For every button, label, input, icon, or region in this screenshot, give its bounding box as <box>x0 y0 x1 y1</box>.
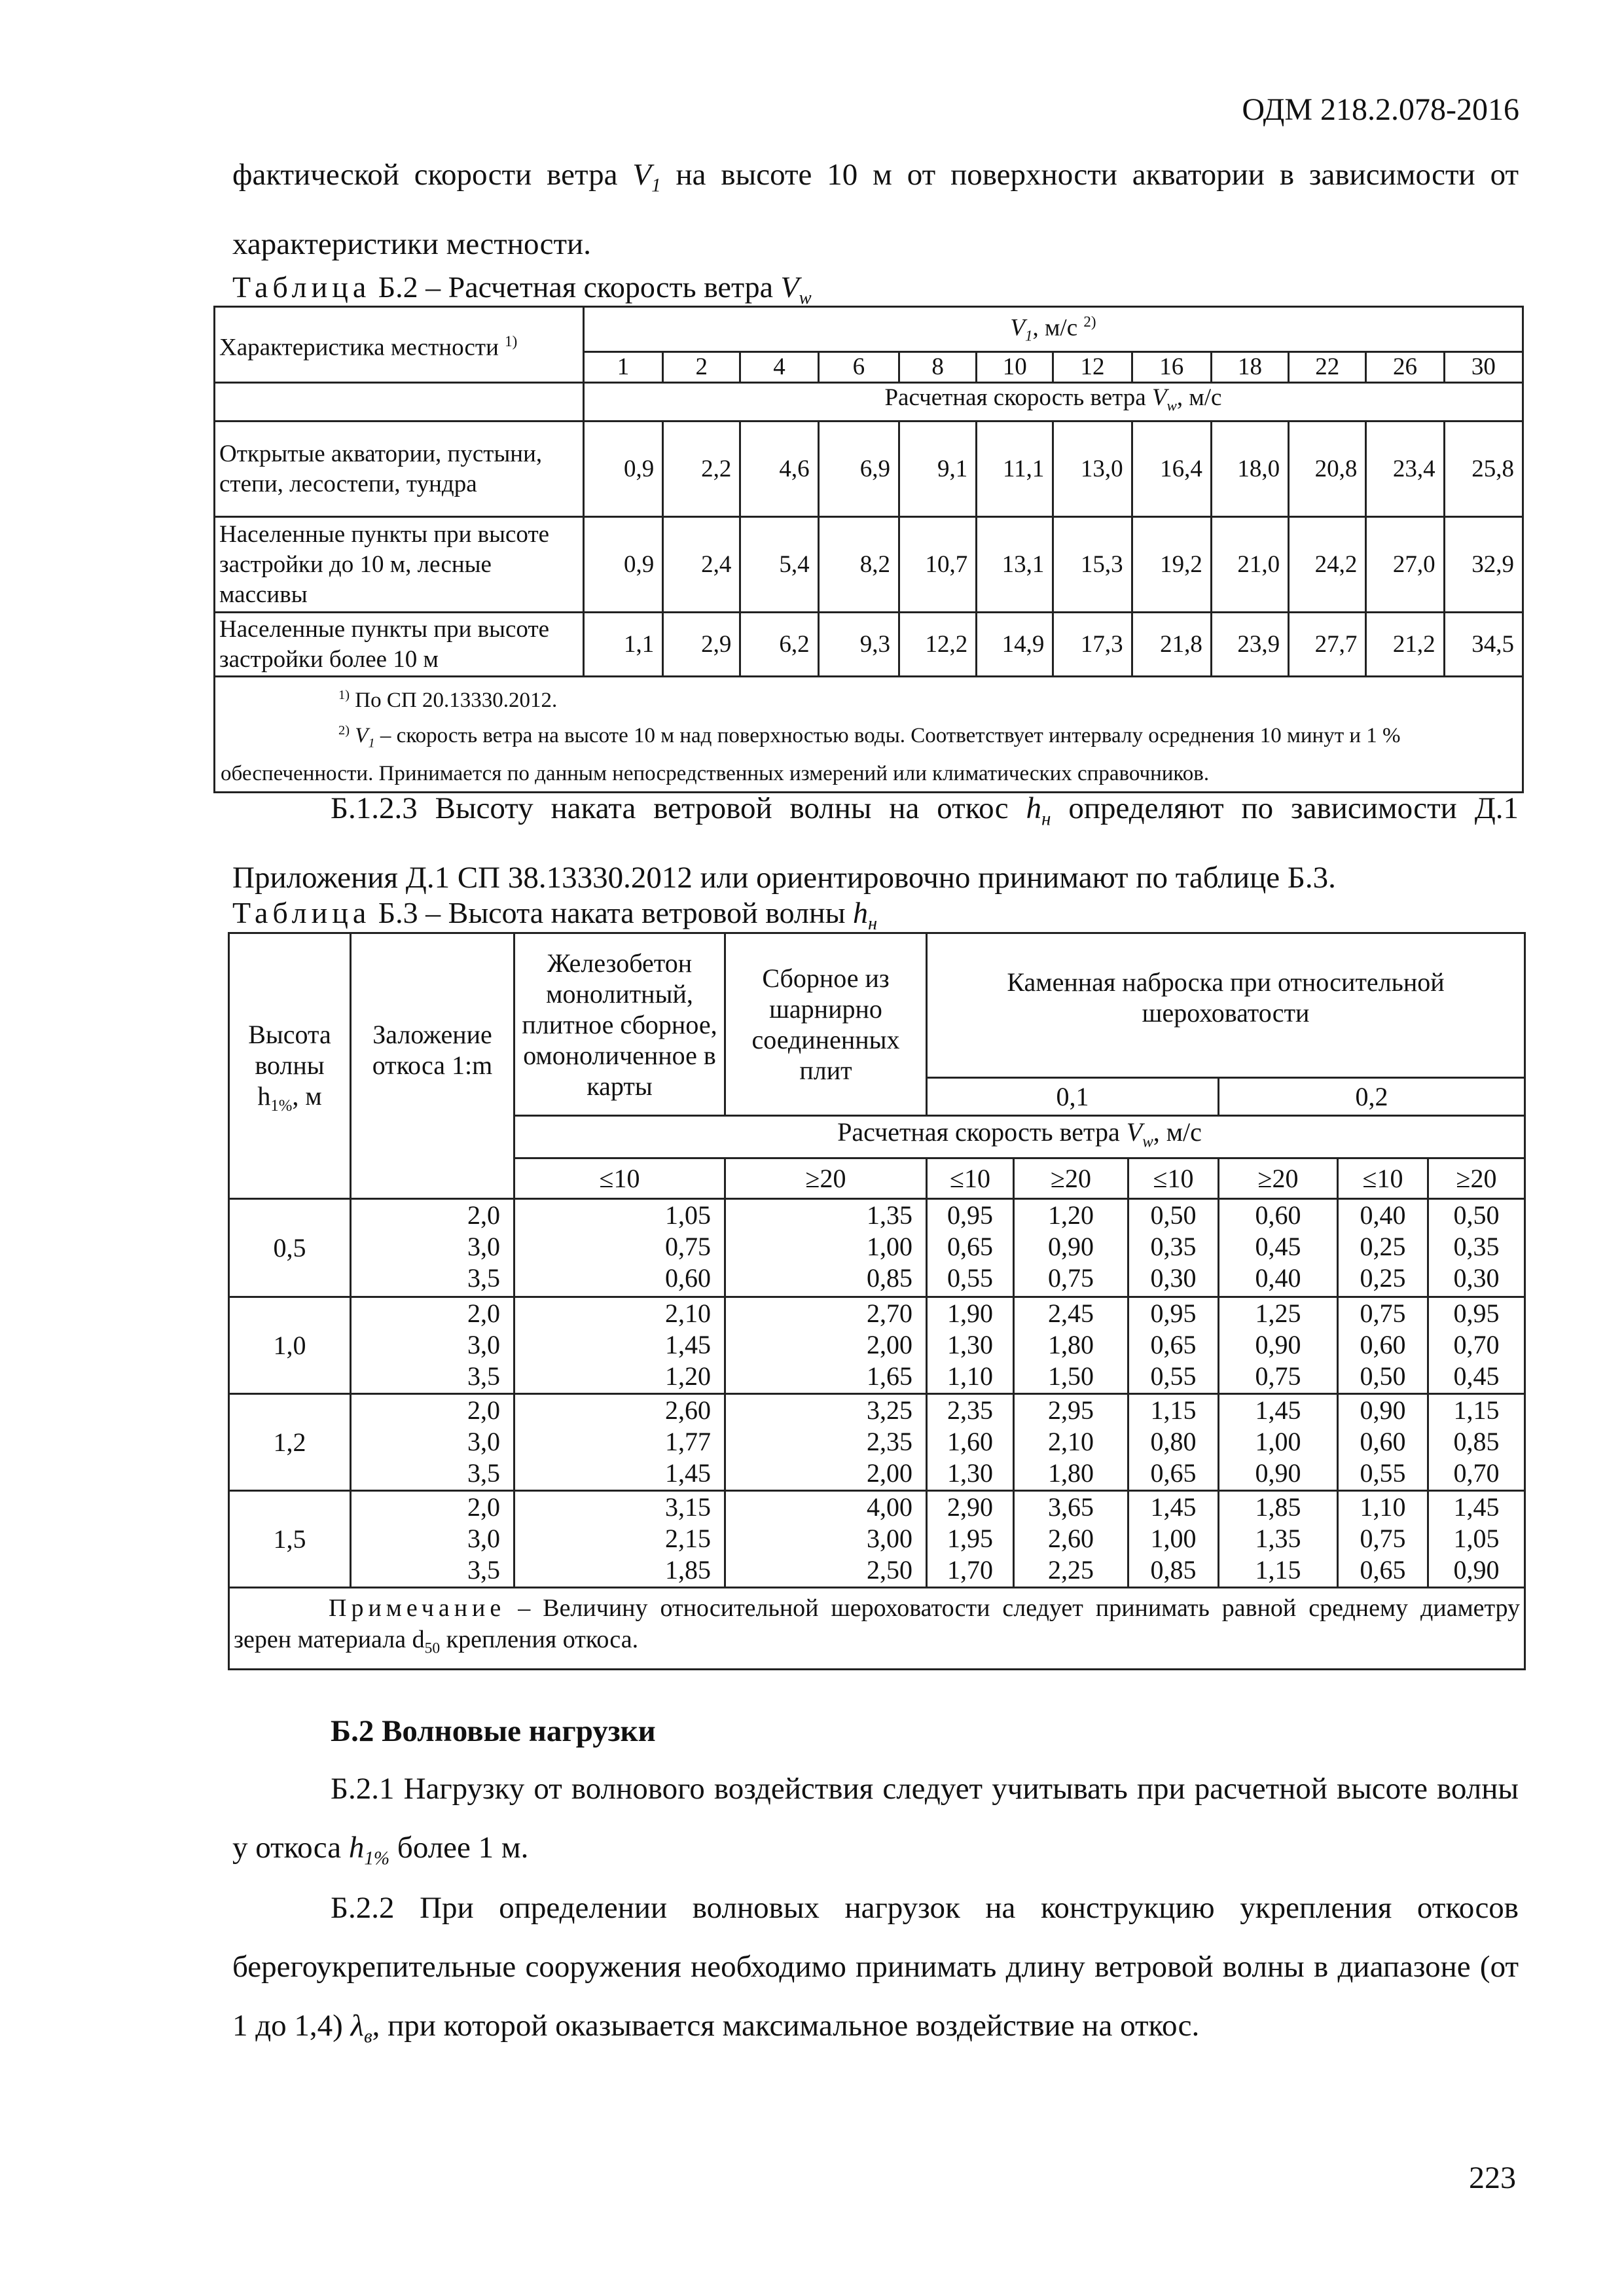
speed-cell: 1 <box>583 351 662 382</box>
value-group <box>514 1199 725 1297</box>
value: 0,25 <box>1360 1232 1406 1261</box>
value: 0,45 <box>1453 1361 1500 1391</box>
terrain-label: Населенные пункты при высоте застройки более 10 м <box>215 613 584 677</box>
value: 0,75 <box>1360 1299 1406 1328</box>
value: 2,25 <box>1048 1555 1094 1585</box>
value-group <box>1014 1394 1128 1491</box>
value: 2,00 <box>867 1458 912 1488</box>
terrain-label: Населенные пункты при высоте застройки до 10 м, лесные массивы <box>215 517 584 613</box>
speed-cell: 2 <box>663 351 740 382</box>
value-cell: 21,0 <box>1211 517 1288 613</box>
speed-unit: , м/с <box>1153 1117 1202 1147</box>
value-group <box>725 1199 927 1297</box>
value: 0,40 <box>1360 1200 1406 1230</box>
table-b2-caption-sub: w <box>799 288 812 309</box>
slope-values <box>351 1297 514 1394</box>
note-2-text: – скорость ветра на высоте 10 м над поверхностью воды. Соответствует интервалу осреднения 10 минут и 1 % обеспеченности. Принимается по данным непосредственных измерений или климатических справочников. <box>221 724 1401 785</box>
speed-col: ≤10 <box>1338 1158 1428 1199</box>
value: 3,25 <box>867 1395 912 1425</box>
value-cell: 1,1 <box>583 613 662 677</box>
value-cell: 9,1 <box>899 422 976 517</box>
value: 0,90 <box>1048 1232 1094 1261</box>
speed-col: ≥20 <box>725 1158 927 1199</box>
table-b3 <box>228 932 1526 1670</box>
value: 0,70 <box>1453 1458 1500 1488</box>
b123-sub: н <box>1041 808 1051 830</box>
value-group <box>1014 1491 1128 1588</box>
value-cell: 34,5 <box>1444 613 1523 677</box>
value: 1,45 <box>665 1458 711 1488</box>
value-cell: 15,3 <box>1053 517 1132 613</box>
table-b3-caption-label: Таблица <box>232 896 371 929</box>
table-row <box>215 422 1523 517</box>
value: 4,00 <box>867 1492 912 1522</box>
table-b2-caption-var: V <box>780 270 799 304</box>
b123-text-2: определяют по зависимости Д.1 Приложения Д.1 СП 38.13330.2012 или ориентировочно принимают по таблице Б.3. <box>232 791 1519 895</box>
value: 3,15 <box>665 1492 711 1522</box>
slope-value: 3,0 <box>467 1427 500 1456</box>
value-cell: 9,3 <box>818 613 899 677</box>
value-cell: 19,2 <box>1132 517 1211 613</box>
value: 0,60 <box>1255 1200 1301 1230</box>
col-wave-var: h <box>257 1081 271 1111</box>
value: 2,10 <box>665 1299 711 1328</box>
value-group <box>725 1297 927 1394</box>
slope-value: 3,0 <box>467 1330 500 1359</box>
value: 2,35 <box>867 1427 912 1456</box>
value: 0,70 <box>1453 1330 1500 1359</box>
section-b2-heading: Б.2 Волновые нагрузки <box>331 1714 656 1748</box>
value: 1,20 <box>1048 1200 1094 1230</box>
table-b3-caption-var: h <box>852 896 868 929</box>
value: 1,95 <box>947 1524 993 1553</box>
value: 0,50 <box>1453 1200 1500 1230</box>
value: 0,95 <box>947 1200 993 1230</box>
value: 0,55 <box>1360 1458 1406 1488</box>
table-row <box>229 1297 1525 1394</box>
value-cell: 2,9 <box>663 613 740 677</box>
note-1-text: По СП 20.13330.2012. <box>350 689 558 713</box>
value: 2,00 <box>867 1330 912 1359</box>
value: 0,60 <box>665 1263 711 1293</box>
speed-col: ≥20 <box>1219 1158 1338 1199</box>
b21-text-2: более 1 м. <box>389 1831 529 1865</box>
value: 2,50 <box>867 1555 912 1585</box>
note-sub: 50 <box>424 1640 441 1657</box>
speed-cell: 18 <box>1211 351 1288 382</box>
value-group <box>1128 1491 1219 1588</box>
b21-var: h <box>348 1831 365 1865</box>
paragraph-b22 <box>232 1878 1519 2066</box>
value: 0,55 <box>947 1263 993 1293</box>
subheader-unit: , м/с <box>1176 384 1222 411</box>
value-cell: 20,8 <box>1289 422 1366 517</box>
value-group <box>1338 1394 1428 1491</box>
slope-value: 2,0 <box>467 1395 500 1425</box>
slope-value: 3,5 <box>467 1263 500 1293</box>
slope-values <box>351 1394 514 1491</box>
value-group <box>1428 1491 1525 1588</box>
value-group <box>1338 1199 1428 1297</box>
value: 2,35 <box>947 1395 993 1425</box>
value: 0,90 <box>1360 1395 1406 1425</box>
value-group <box>1219 1394 1338 1491</box>
value: 0,85 <box>1453 1427 1500 1456</box>
value: 0,65 <box>1360 1555 1406 1585</box>
table-b2-caption-text: Б.2 – Расчетная скорость ветра <box>370 270 781 304</box>
value-cell: 27,7 <box>1289 613 1366 677</box>
value: 1,35 <box>1255 1524 1301 1553</box>
value: 0,90 <box>1255 1458 1301 1488</box>
value: 2,90 <box>947 1492 993 1522</box>
value-cell: 6,9 <box>818 422 899 517</box>
note-2-sup: 2) <box>338 723 350 738</box>
value: 1,00 <box>1150 1524 1197 1553</box>
value: 0,60 <box>1360 1330 1406 1359</box>
value: 1,45 <box>1453 1492 1500 1522</box>
table-row <box>215 517 1523 613</box>
value: 1,45 <box>665 1330 711 1359</box>
value: 0,85 <box>1150 1555 1197 1585</box>
b123-text-1: Б.1.2.3 Высоту наката ветровой волны на откос <box>331 791 1026 825</box>
value: 1,77 <box>665 1427 711 1456</box>
table-b2-caption <box>232 270 812 309</box>
value: 1,30 <box>947 1330 993 1359</box>
speed-col: ≥20 <box>1014 1158 1128 1199</box>
speed-text: Расчетная скорость ветра <box>837 1117 1127 1147</box>
wave-height: 1,5 <box>229 1491 351 1588</box>
document-code: ОДМ 218.2.078-2016 <box>1242 92 1519 127</box>
table-b2-caption-label: Таблица <box>232 270 371 304</box>
value: 1,30 <box>947 1458 993 1488</box>
value-group <box>1014 1199 1128 1297</box>
value-cell: 18,0 <box>1211 422 1288 517</box>
value: 1,50 <box>1048 1361 1094 1391</box>
slope-values <box>351 1491 514 1588</box>
b22-var: λ <box>350 2009 364 2043</box>
value-group <box>1128 1199 1219 1297</box>
value: 0,90 <box>1453 1555 1500 1585</box>
value: 0,45 <box>1255 1232 1301 1261</box>
value: 1,35 <box>867 1200 912 1230</box>
value-cell: 13,1 <box>977 517 1053 613</box>
value: 1,65 <box>867 1361 912 1391</box>
value-cell: 23,4 <box>1366 422 1444 517</box>
value-cell: 11,1 <box>977 422 1053 517</box>
paragraph-b21 <box>232 1759 1519 1888</box>
value: 3,00 <box>867 1524 912 1553</box>
value-cell: 12,2 <box>899 613 976 677</box>
value-group <box>1219 1491 1338 1588</box>
intro-text-2: на высоте 10 м от поверхности акватории в зависимости от характеристики местности. <box>232 158 1519 262</box>
value-group <box>725 1394 927 1491</box>
value: 1,85 <box>665 1555 711 1585</box>
value: 1,45 <box>1255 1395 1301 1425</box>
b21-sub: 1% <box>364 1848 390 1869</box>
subheader-var: V <box>1151 384 1167 411</box>
value-cell: 4,6 <box>740 422 818 517</box>
slope-value: 3,5 <box>467 1458 500 1488</box>
note-1 <box>221 680 1517 715</box>
slope-value: 3,0 <box>467 1524 500 1553</box>
speed-cell: 4 <box>740 351 818 382</box>
wave-height: 1,0 <box>229 1297 351 1394</box>
table-b3-caption <box>232 895 877 935</box>
col-rock-fill: Каменная наброска при относительной шероховатости <box>927 933 1525 1078</box>
value-group <box>1428 1297 1525 1394</box>
page-number: 223 <box>1469 2161 1516 2195</box>
intro-var: V <box>632 158 652 192</box>
speed-cell: 8 <box>899 351 976 382</box>
speed-cell: 30 <box>1444 351 1523 382</box>
value-cell: 32,9 <box>1444 517 1523 613</box>
value: 0,85 <box>867 1263 912 1293</box>
value-cell: 10,7 <box>899 517 976 613</box>
value: 0,90 <box>1255 1330 1301 1359</box>
value: 1,10 <box>947 1361 993 1391</box>
table-row <box>215 613 1523 677</box>
empty-cell <box>215 382 584 421</box>
value: 0,25 <box>1360 1263 1406 1293</box>
value: 1,60 <box>947 1427 993 1456</box>
value-group <box>927 1199 1014 1297</box>
value: 2,70 <box>867 1299 912 1328</box>
b123-var: h <box>1026 791 1042 825</box>
value: 1,70 <box>947 1555 993 1585</box>
value-group <box>514 1491 725 1588</box>
value-cell: 17,3 <box>1053 613 1132 677</box>
value: 1,05 <box>665 1200 711 1230</box>
value: 1,20 <box>665 1361 711 1391</box>
value: 2,45 <box>1048 1299 1094 1328</box>
table-b2-subheader <box>583 382 1523 421</box>
value: 0,50 <box>1360 1361 1406 1391</box>
value: 0,65 <box>947 1232 993 1261</box>
value: 1,15 <box>1150 1395 1197 1425</box>
roughness-0-2: 0,2 <box>1219 1078 1525 1116</box>
value-cell: 0,9 <box>583 422 662 517</box>
slope-value: 3,0 <box>467 1232 500 1261</box>
v1-unit: , м/с <box>1032 314 1078 342</box>
v1-sub: 1 <box>1025 327 1033 344</box>
slope-value: 2,0 <box>467 1200 500 1230</box>
table-b2-notes <box>215 677 1523 793</box>
value: 0,35 <box>1453 1232 1500 1261</box>
value: 0,55 <box>1150 1361 1197 1391</box>
value-group <box>1428 1394 1525 1491</box>
value: 0,95 <box>1150 1299 1197 1328</box>
value: 1,80 <box>1048 1458 1094 1488</box>
value-group <box>1338 1491 1428 1588</box>
value: 1,10 <box>1360 1492 1406 1522</box>
value-group <box>927 1394 1014 1491</box>
value-cell: 23,9 <box>1211 613 1288 677</box>
value: 0,30 <box>1453 1263 1500 1293</box>
b22-text-1: Б.2.2 При определении волновых нагрузок на конструкцию укрепления откосов берегоукрепительные сооружения необходимо принимать длину ветровой волны в диапазоне (от 1 до 1,4) <box>232 1891 1519 2043</box>
value: 0,65 <box>1150 1458 1197 1488</box>
value-group <box>1338 1297 1428 1394</box>
table-b3-caption-sub: н <box>867 914 878 935</box>
value-group <box>1128 1394 1219 1491</box>
b22-sub: в <box>363 2026 372 2047</box>
slope-value: 3,5 <box>467 1361 500 1391</box>
subheader-sub: w <box>1166 397 1177 414</box>
value: 0,75 <box>1048 1263 1094 1293</box>
value-cell: 27,0 <box>1366 517 1444 613</box>
intro-paragraph <box>232 145 1519 274</box>
value: 1,80 <box>1048 1330 1094 1359</box>
value: 0,40 <box>1255 1263 1301 1293</box>
value: 0,95 <box>1453 1299 1500 1328</box>
intro-text-1: фактической скорости ветра <box>232 158 633 192</box>
value-cell: 5,4 <box>740 517 818 613</box>
value-cell: 21,2 <box>1366 613 1444 677</box>
table-b2 <box>213 306 1524 793</box>
col-wave-height <box>229 933 351 1199</box>
value-group <box>514 1297 725 1394</box>
value-cell: 2,4 <box>663 517 740 613</box>
value-cell: 6,2 <box>740 613 818 677</box>
value: 1,15 <box>1255 1555 1301 1585</box>
value-group <box>725 1491 927 1588</box>
value-group <box>1219 1297 1338 1394</box>
table-b3-note <box>229 1588 1525 1670</box>
v1-var: V <box>1010 314 1026 342</box>
value-group <box>1219 1199 1338 1297</box>
value-cell: 24,2 <box>1289 517 1366 613</box>
wave-height: 0,5 <box>229 1199 351 1297</box>
value-group <box>1128 1297 1219 1394</box>
speed-cell: 16 <box>1132 351 1211 382</box>
value: 0,50 <box>1150 1200 1197 1230</box>
col-prefab-plates: Сборное из шарнирно соединенных плит <box>725 933 927 1116</box>
terrain-label: Открытые акватории, пустыни, степи, лесостепи, тундра <box>215 422 584 517</box>
subheader-text: Расчетная скорость ветра <box>884 384 1152 411</box>
row-header-label: Характеристика местности <box>219 334 499 361</box>
table-b2-v1-header <box>583 307 1523 352</box>
value: 1,25 <box>1255 1299 1301 1328</box>
value: 2,60 <box>665 1395 711 1425</box>
note-label: Примечание <box>329 1594 506 1622</box>
value-cell: 8,2 <box>818 517 899 613</box>
value: 1,00 <box>1255 1427 1301 1456</box>
note-2-sub: 1 <box>368 736 375 751</box>
speed-col: ≤10 <box>514 1158 725 1199</box>
speed-col: ≥20 <box>1428 1158 1525 1199</box>
col-wave-sub: 1% <box>270 1097 293 1115</box>
wave-height: 1,2 <box>229 1394 351 1491</box>
value: 1,85 <box>1255 1492 1301 1522</box>
table-b3-caption-text: Б.3 – Высота наката ветровой волны <box>370 896 853 929</box>
value: 2,15 <box>665 1524 711 1553</box>
speed-cell: 26 <box>1366 351 1444 382</box>
speed-cell: 6 <box>818 351 899 382</box>
value: 0,80 <box>1150 1427 1197 1456</box>
table-row <box>229 1394 1525 1491</box>
slope-values <box>351 1199 514 1297</box>
b21-text-1: Б.2.1 Нагрузку от волнового воздействия следует учитывать при расчетной высоте волны у откоса <box>232 1772 1519 1865</box>
value-cell: 14,9 <box>977 613 1053 677</box>
col-wave-label: Высота волны <box>248 1020 331 1080</box>
value: 0,75 <box>1255 1361 1301 1391</box>
note-2-var: V <box>355 724 369 748</box>
value: 3,65 <box>1048 1492 1094 1522</box>
note-1-sup: 1) <box>338 688 350 703</box>
value: 2,95 <box>1048 1395 1094 1425</box>
value-group <box>514 1394 725 1491</box>
row-header-footnote: 1) <box>505 332 518 350</box>
value-group <box>927 1297 1014 1394</box>
speed-cell: 12 <box>1053 351 1132 382</box>
roughness-0-1: 0,1 <box>927 1078 1219 1116</box>
note-text: – Величину относительной шероховатости следует принимать равной среднему диаметру зерен материала d <box>234 1594 1521 1653</box>
value: 0,65 <box>1150 1330 1197 1359</box>
note-2 <box>221 715 1517 789</box>
value: 1,05 <box>1453 1524 1500 1553</box>
value: 0,75 <box>665 1232 711 1261</box>
speed-sub: w <box>1142 1133 1153 1151</box>
table-b2-row-header <box>215 307 584 383</box>
speed-subheader <box>514 1116 1525 1158</box>
value-group <box>1428 1199 1525 1297</box>
paragraph-b123 <box>232 779 1519 907</box>
speed-col: ≤10 <box>1128 1158 1219 1199</box>
value-cell: 2,2 <box>663 422 740 517</box>
speed-var: V <box>1126 1117 1143 1147</box>
value-cell: 16,4 <box>1132 422 1211 517</box>
value: 1,15 <box>1453 1395 1500 1425</box>
value-cell: 0,9 <box>583 517 662 613</box>
value-group <box>927 1491 1014 1588</box>
value: 0,60 <box>1360 1427 1406 1456</box>
v1-footnote: 2) <box>1083 314 1096 330</box>
b22-text-2: , при которой оказывается максимальное воздействие на откос. <box>372 2009 1200 2043</box>
value: 0,35 <box>1150 1232 1197 1261</box>
value: 0,30 <box>1150 1263 1197 1293</box>
value-group <box>1014 1297 1128 1394</box>
table-row <box>229 1199 1525 1297</box>
value-cell: 13,0 <box>1053 422 1132 517</box>
slope-value: 3,5 <box>467 1555 500 1585</box>
value-cell: 25,8 <box>1444 422 1523 517</box>
intro-var-sub: 1 <box>651 175 661 196</box>
value: 1,00 <box>867 1232 912 1261</box>
slope-value: 2,0 <box>467 1299 500 1328</box>
value: 0,75 <box>1360 1524 1406 1553</box>
slope-value: 2,0 <box>467 1492 500 1522</box>
note-tail: крепления откоса. <box>440 1626 639 1653</box>
value-cell: 21,8 <box>1132 613 1211 677</box>
value: 1,90 <box>947 1299 993 1328</box>
value: 2,10 <box>1048 1427 1094 1456</box>
value: 2,60 <box>1048 1524 1094 1553</box>
col-slope: Заложение откоса 1:m <box>351 933 514 1199</box>
table-row <box>229 1491 1525 1588</box>
speed-col: ≤10 <box>927 1158 1014 1199</box>
speed-cell: 22 <box>1289 351 1366 382</box>
col-reinforced-concrete: Железобетон монолитный, плитное сборное, омоноличенное в карты <box>514 933 725 1116</box>
speed-cell: 10 <box>977 351 1053 382</box>
value: 1,45 <box>1150 1492 1197 1522</box>
col-wave-unit: , м <box>292 1081 322 1111</box>
